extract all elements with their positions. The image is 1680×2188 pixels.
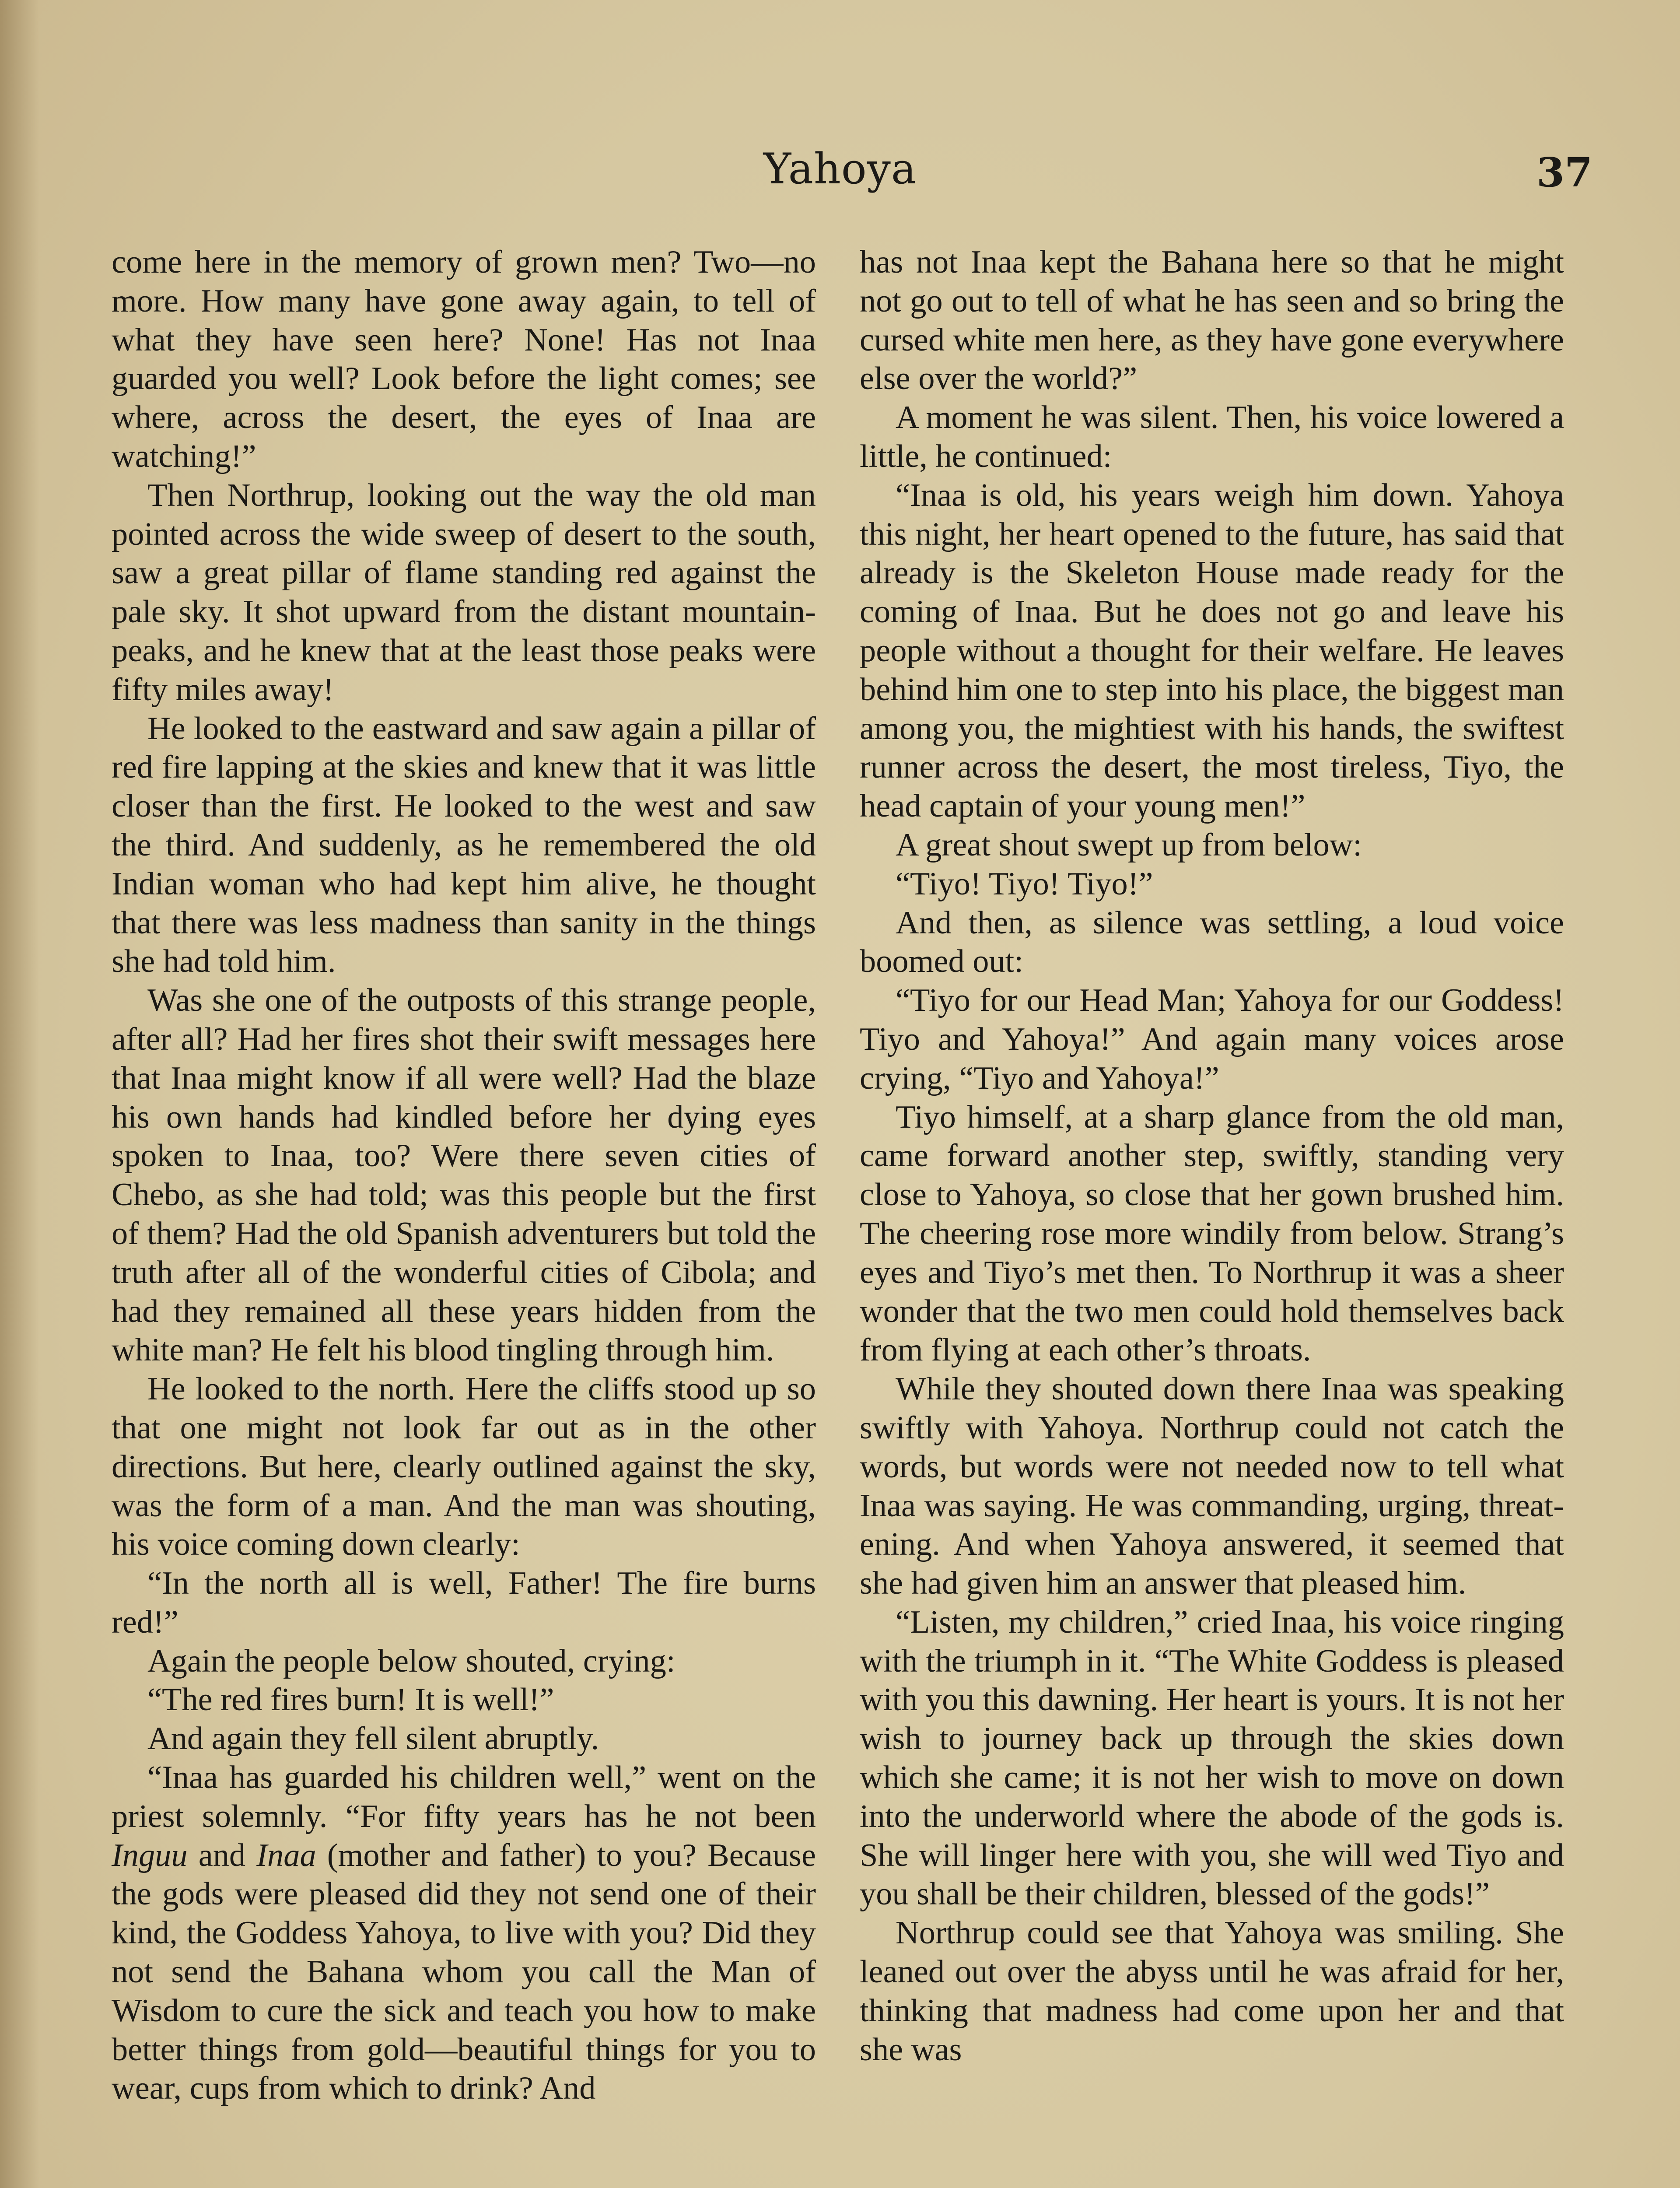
- paragraph: “Listen, my children,” cried Inaa, his voice ringing with the triumph in it. “The White Goddess is pleased with you this dawning. Her heart is yours. It is not her wish to journey back up through the skies down which she came; it is not her wish to move on down into the underworld where the abode of the gods is. She will linger here with you, she will wed Tiyo and you shall be their children, blessed of the gods!”: [860, 1604, 1564, 1912]
- page-number: 37: [1536, 149, 1592, 196]
- page-edge-shadow: [0, 0, 39, 2188]
- paragraph: “Tiyo for our Head Man; Yahoya for our Goddess! Tiyo and Yahoya!” And again many voices arose crying, “Tiyo and Yahoya!”: [860, 982, 1564, 1096]
- paragraph: And again they fell silent abruptly.: [147, 1721, 599, 1757]
- paragraph: Tiyo himself, at a sharp glance from the old man, came forward another step, swiftly, standing very close to Yahoya, so close that her gown brushed him. The cheering rose more windily from below. Strang’s eyes and Tiyo’s met then. To Northrup it was a sheer wonder that the two men could hold themselves back from flying at each other’s throats.: [860, 1099, 1564, 1368]
- italic-word: Inguu: [112, 1837, 188, 1873]
- paragraph: “Inaa is old, his years weigh him down. Yahoya this night, her heart opened to the future, has said that already is the Skeleton House made ready for the coming of Inaa. But he does not go and leave his people without a thought for their welfare. He leaves behind him one to step into his place, the biggest man among you, the mightiest with his hands, the swiftest runner across the desert, the most tireless, Tiyo, the head captain of your young men!”: [860, 477, 1564, 824]
- paragraph: A great shout swept up from below:: [896, 827, 1362, 863]
- paragraph: Northrup could see that Yahoya was smiling. She leaned out over the abyss until he was afraid for her, thinking that madness had come upon her and that she was: [860, 1915, 1564, 2068]
- paragraph: Was she one of the outposts of this strange people, after all? Had her fires shot their swift messages here that Inaa might know if all were well? Had the blaze his own hands had kindled before her dying eyes spoken to Inaa, too? Were there seven cities of Chebo, as she had told; was this people but the first of them? Had the old Spanish adventurers but told the truth after all of the wonderful cities of Cibola; and had they remained all these years hidden from the white man? He felt his blood tingling through him.: [112, 982, 816, 1368]
- paragraph: He looked to the eastward and saw again a pillar of red fire lapping at the skies and knew that it was little closer than the first. He looked to the west and saw the third. And suddenly, as he remembered the old Indian woman who had kept him alive, he thought that there was less madness than sanity in the things she had told him.: [112, 710, 816, 980]
- paragraph: “Tiyo! Tiyo! Tiyo!”: [896, 866, 1153, 902]
- running-title: Yahoya: [763, 144, 917, 193]
- text-run: and: [187, 1837, 257, 1873]
- paragraph: “The red fires burn! It is well!”: [147, 1682, 554, 1718]
- paragraph: He looked to the north. Here the cliffs stood up so that one might not look far out as in the other directions. But here, clearly outlined against the sky, was the form of a man. And the man was shouting, his voice coming down clearly:: [112, 1371, 816, 1563]
- paragraph: “In the north all is well, Father! The fire burns red!”: [112, 1565, 816, 1640]
- italic-word: Inaa: [256, 1837, 316, 1873]
- right-text-column: [860, 243, 1564, 2069]
- text-run: (mother and father) to you? Because the gods were pleased did they not send one of their kind, the Goddess Yahoya, to live with you? Did they not send the Bahana whom you call the Man of Wisdom to cure the sick and teach you how to make better things from gold—beautiful things for you to wear, cups from which to drink? And: [112, 1837, 816, 2107]
- paragraph: Again the people below shouted, crying:: [147, 1643, 676, 1679]
- paragraph: While they shouted down there Inaa was speaking swiftly with Yahoya. Northrup could not catch the words, but words were not needed now to tell what Inaa was saying. He was commanding, urging, threatening. And when Yahoya answered, it seemed that she had given him an answer that pleased him.: [860, 1371, 1564, 1602]
- left-text-column: [112, 243, 816, 2108]
- paragraph: come here in the memory of grown men? Two—no more. How many have gone away again, to tell of what they have seen here? None! Has not Inaa guarded you well? Look before the light comes; see where, across the desert, the eyes of Inaa are watching!”: [112, 244, 816, 474]
- paragraph: [112, 1758, 816, 2108]
- paragraph: Then Northrup, looking out the way the old man pointed across the wide sweep of desert to the south, saw a great pillar of flame standing red against the pale sky. It shot upward from the distant mountainpeaks, and he knew that at the least those peaks were fifty miles away!: [112, 477, 816, 708]
- text-run: “Inaa has guarded his children well,” went on the priest solemnly. “For fifty years has he not been: [112, 1760, 816, 1834]
- paragraph: And then, as silence was settling, a loud voice boomed out:: [860, 905, 1564, 980]
- paragraph: has not Inaa kept the Bahana here so that he might not go out to tell of what he has seen and so bring the cursed white men here, as they have gone everywhere else over the world?”: [860, 244, 1564, 397]
- paragraph: A moment he was silent. Then, his voice lowered a little, he continued:: [860, 400, 1564, 474]
